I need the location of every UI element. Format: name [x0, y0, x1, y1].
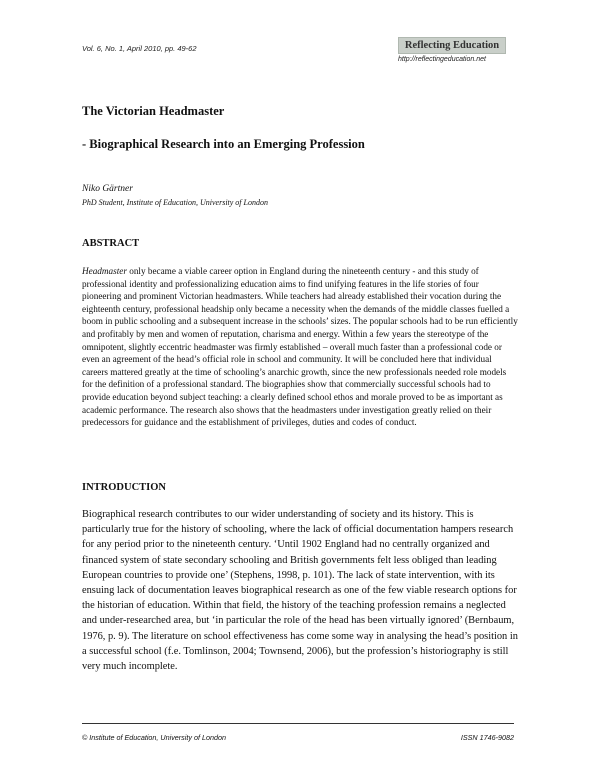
journal-logo: Reflecting Education: [398, 37, 506, 54]
footer-copyright: © Institute of Education, University of London: [82, 733, 226, 742]
abstract-heading: ABSTRACT: [82, 238, 140, 249]
footer-issn: ISSN 1746-9082: [460, 733, 514, 742]
abstract-body: only became a viable career option in England during the nineteenth century - and this study of professional identity and professionalizing education aims to find unifying features in the life stories of four pioneering and prominent Victorian headmasters. While teachers had already established their vocation during the eighteenth century, professional headship only became a necessity when the demands of the middle classes fuelled a boom in public schooling and a subsequent increase in the schools’ sizes. The popular schools had to be run efficiently and profitably by men and women of reputation, charisma and energy. Within a few years the stereotype of the omnipotent, slightly eccentric headmaster was firmly established – overall much faster than a professional code or even an agreement of the head’s official role in school and community. It will be concluded here that individual careers mattered greatly at the time of schooling’s anarchic growth, since the new professionals needed role models for the definition of a professional standard. The biographies show that commercially successful schools had to provide education beyond subject teaching: a clearly defined school ethos and morale proved to be as important as academic performance. The research also shows that the headmasters under investigation greatly relied on their predecessors for guidance and the establishment of privileges, duties and codes of conduct.: [82, 266, 518, 428]
author-affiliation: PhD Student, Institute of Education, University of London: [82, 198, 268, 207]
abstract-text: [82, 265, 519, 429]
introduction-text: Biographical research contributes to our wider understanding of society and its history. This is particularly true for the history of schooling, where the lack of official documentation hampers research for any period prior to the nineteenth century. ‘Until 1902 England had no centrally organized and financed system of state secondary schooling and British governments felt less obliged than leading European countries to provide one’ (Stephens, 1998, p. 101). The lack of state intervention, with its ensuing lack of documentation leaves biographical research as one of the few viable research options for the historian of education. Within that field, the history of the teaching profession remains a neglected and under-researched area, but ‘in particular the role of the head has been virtually ignored’ (Bernbaum, 1976, p. 9). The literature on school effectiveness has come some way in analysing the head’s position in a successful school (f.e. Tomlinson, 2004; Townsend, 2006), but the profession’s historiography is still very much incomplete.: [82, 509, 518, 673]
article-title: The Victorian Headmaster: [82, 104, 225, 118]
author-name: Niko Gärtner: [82, 184, 133, 194]
footer-divider: [82, 723, 514, 724]
abstract-lead-word: Headmaster: [82, 266, 127, 276]
journal-url[interactable]: http://reflectingeducation.net: [398, 56, 486, 63]
introduction-heading: INTRODUCTION: [82, 482, 167, 493]
article-subtitle: - Biographical Research into an Emerging Profession: [82, 137, 365, 151]
volume-info: Vol. 6, No. 1, April 2010, pp. 49-62: [82, 44, 197, 53]
